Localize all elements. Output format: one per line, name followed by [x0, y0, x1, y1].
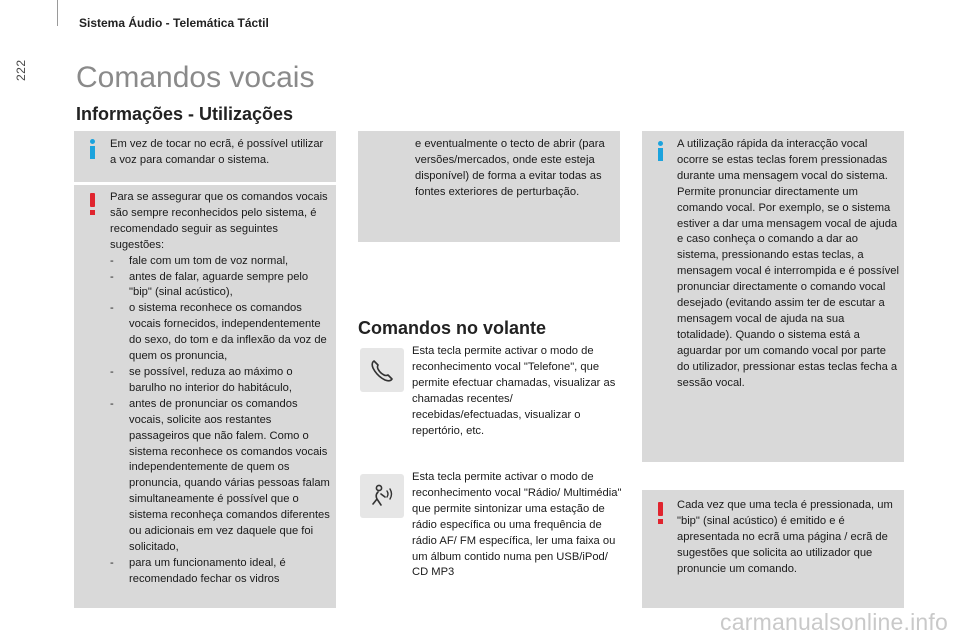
- voice-command-icon: [360, 474, 404, 518]
- quick-use-text: A utilização rápida da interacção vocal ocorre se estas teclas forem pressionadas durante uma mensagem vocal do sistema. Permite pronunciar directamente um comando vocal. Por exemplo, se o sistema estiver a dar uma mensagem vocal de ajuda e caso conheça o comando a dar ao sistema, pressionando estas teclas, a mensagem vocal é interrompida e é possível pronunciar directamente o comando vocal desejado (evitando assim ter de escutar a mensagem vocal de ajuda na sua totalidade). Quando o sistema está a aguardar por um comando vocal por parte do utilizador, pressionar estas teclas fecha a sessão vocal.: [677, 138, 899, 389]
- list-item: - o sistema reconhece os comandos vocais fornecidos, independentemente do sexo, do tom e da inflexão da voz de quem os pronuncia,: [110, 301, 330, 365]
- info-box-voice: [74, 131, 336, 182]
- continuation-text: e eventualmente o tecto de abrir (para versões/mercados, onde este esteja disponível) de forma a evitar todas as fontes exteriores de perturbação.: [415, 138, 605, 198]
- header-divider: [57, 0, 58, 26]
- suggestions-list: [110, 254, 330, 588]
- warning-icon: [88, 193, 98, 215]
- warning-box-continuation: [358, 131, 620, 242]
- page-number: 222: [14, 59, 28, 81]
- list-item: - antes de pronunciar os comandos vocais, solicite aos restantes passageiros que não falem. Como o sistema reconhece os comandos vocais independentemente de quem os pronuncia, quando várias pessoas falam simultaneamente é possível que o sistema reconheça comandos diferentes ou adicionais em vez daquele que foi solicitado,: [110, 397, 330, 556]
- suggestions-content: [110, 190, 330, 588]
- list-item: - para um funcionamento ideal, é recomendado fechar os vidros: [110, 556, 330, 588]
- info-icon: [88, 139, 98, 159]
- warning-box-suggestions: [74, 185, 336, 608]
- section-title-wheel: Comandos no volante: [358, 318, 547, 338]
- watermark: carmanualsonline.info: [720, 609, 948, 635]
- page-title: Comandos vocais: [76, 61, 315, 94]
- beep-text: Cada vez que uma tecla é pressionada, um "bip" (sinal acústico) é emitido e é apresentada no ecrã uma página / ecrã de sugestões que solicita ao utilizador que pronuncie um comando.: [677, 499, 893, 575]
- phone-icon: [360, 348, 404, 392]
- section-title-info: Informações - Utilizações: [76, 104, 294, 124]
- list-item: - fale com um tom de voz normal,: [110, 254, 330, 270]
- header-title: Sistema Áudio - Telemática Táctil: [79, 16, 269, 30]
- suggestions-intro: Para se assegurar que os comandos vocais são sempre reconhecidos pelo sistema, é recomendado seguir as seguintes sugestões:: [110, 191, 328, 251]
- phone-button-description: Esta tecla permite activar o modo de reconhecimento vocal "Telefone", que permite efectuar chamadas, visualizar as chamadas recentes/ recebidas/efectuadas, visualizar o repertório, etc.: [412, 345, 616, 437]
- info-box-text: Em vez de tocar no ecrã, é possível utilizar a voz para comandar o sistema.: [110, 138, 324, 166]
- list-item: - antes de falar, aguarde sempre pelo "bip" (sinal acústico),: [110, 270, 330, 302]
- voice-button-description: Esta tecla permite activar o modo de reconhecimento vocal "Rádio/ Multimédia" que permite sintonizar uma estação de rádio específica ou uma frequência de rádio AF/ FM específica, ler uma faixa ou um álbum contido numa pen USB/iPod/ CD MP3: [412, 471, 622, 579]
- phone-button-illustration: [360, 348, 404, 392]
- warning-box-beep: [642, 490, 904, 608]
- list-item: - se possível, reduza ao máximo o barulho no interior do habitáculo,: [110, 365, 330, 397]
- info-icon: [656, 141, 666, 161]
- warning-icon: [656, 502, 666, 524]
- info-box-quick-use: [642, 131, 904, 462]
- voice-button-illustration: [360, 474, 404, 518]
